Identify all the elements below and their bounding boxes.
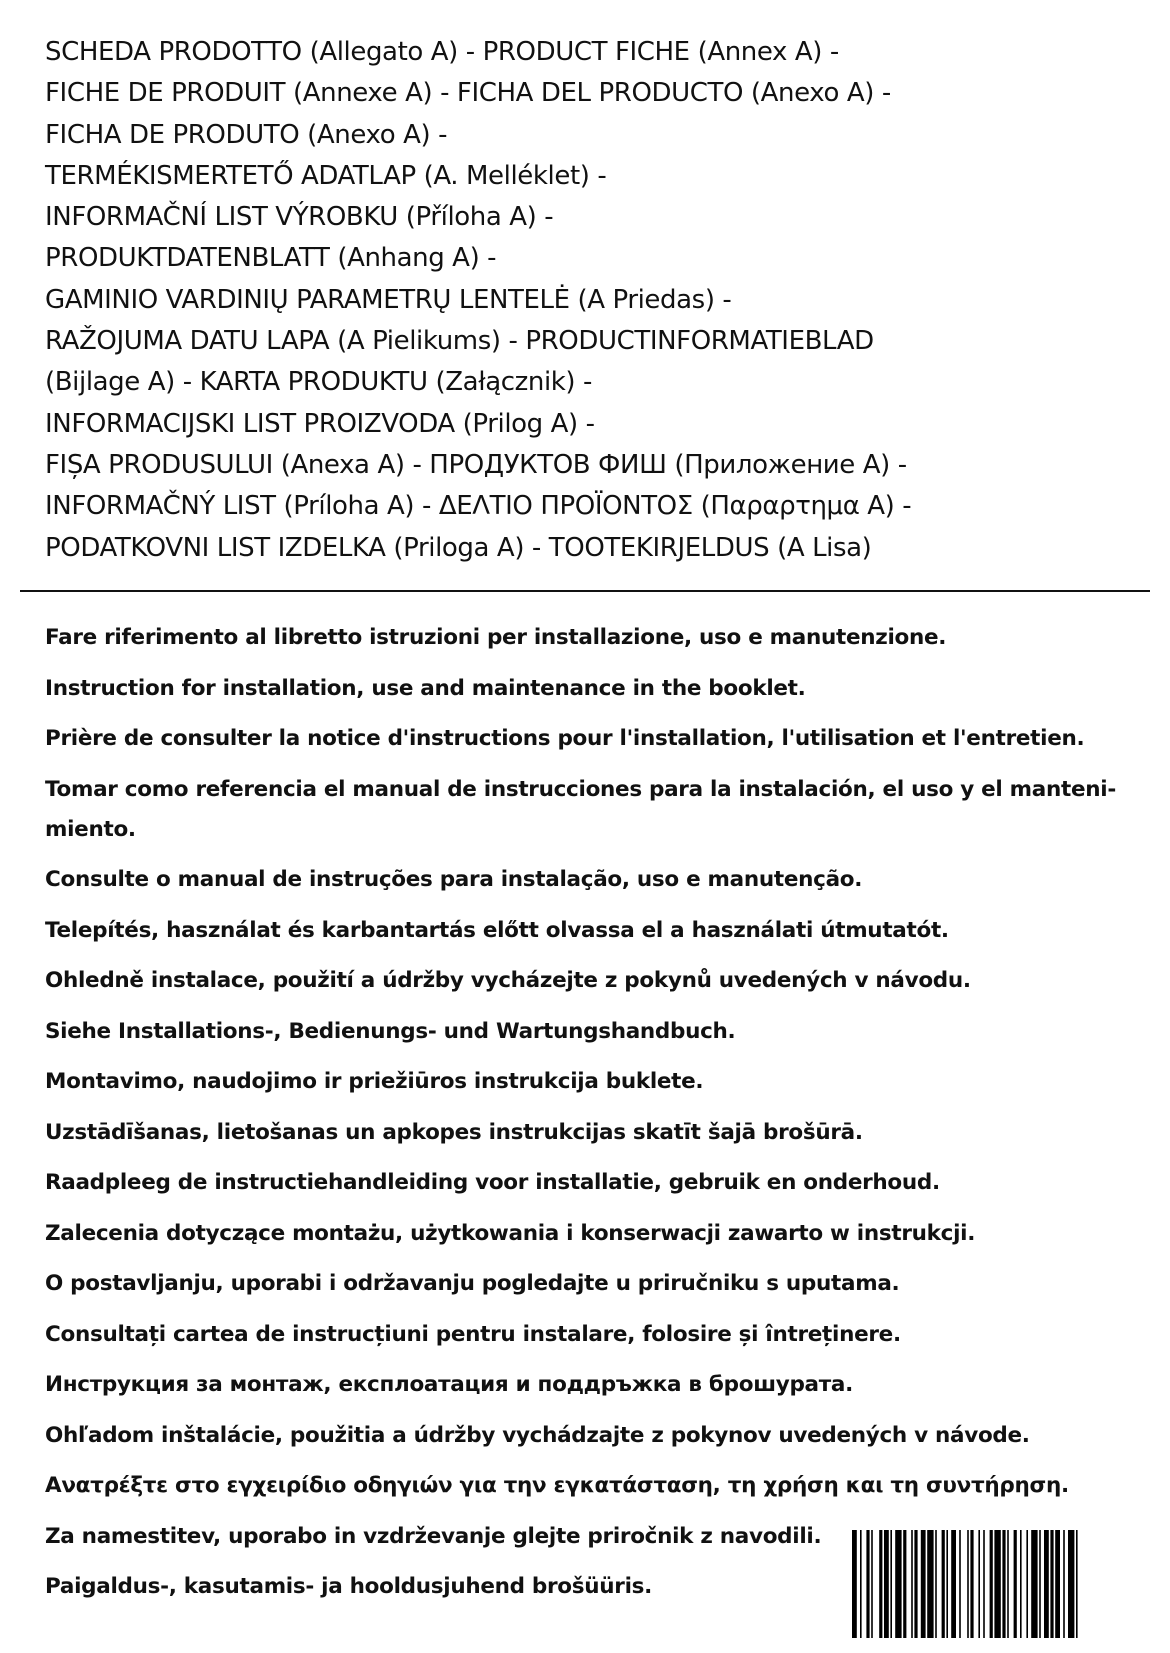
title-line: SCHEDA PRODOTTO (Allegato A) - PRODUCT FICHE (Annex A) - — [45, 37, 839, 67]
title-line: INFORMAČNÝ LIST (Príloha A) - ΔΕΛΤΙΟ ΠΡΟΪΟΝΤΟΣ (Παραρτημα A) - — [45, 491, 912, 522]
instruction-item: Instruction for installation, use and maintenance in the booklet. — [45, 675, 806, 701]
instruction-item: O postavljanju, uporabi i održavanju pogledajte u priručniku s uputama. — [45, 1271, 900, 1296]
instruction-item: Paigaldus-, kasutamis- ja hooldusjuhend brošüüris. — [45, 1574, 652, 1599]
title-line: FICHA DE PRODUTO (Anexo A) - — [45, 119, 448, 150]
instruction-item: Siehe Installations-, Bedienungs- und Wartungshandbuch. — [45, 1018, 736, 1044]
title-line: TERMÉKISMERTETŐ ADATLAP (A. Melléklet) - — [45, 160, 607, 191]
title-line: (Bijlage A) - KARTA PRODUKTU (Załącznik) - — [45, 367, 593, 398]
instruction-item: Инструкция за монтаж, експлоатация и поддръжка в брошурата. — [45, 1372, 853, 1397]
instruction-item: Zalecenia dotyczące montażu, użytkowania i konserwacji zawarto w instrukcji. — [45, 1220, 976, 1246]
title-line: FIȘA PRODUSULUI (Anexa A) - ПРОДУКТОВ ФИШ (Приложение A) - — [45, 449, 907, 480]
title-line: PRODUKTDATENBLATT (Anhang A) - — [45, 243, 497, 274]
instruction-item: Raadpleeg de instructiehandleiding voor installatie, gebruik en onderhoud. — [45, 1170, 940, 1195]
instruction-item: Za namestitev, uporabo in vzdrževanje glejte priročnik z navodili. — [45, 1523, 822, 1549]
instructions-list — [45, 618, 1125, 1618]
instruction-item: Tomar como referencia el manual de instrucciones para la instalación, el uso y el manteni-miento. — [45, 776, 1116, 842]
instruction-item: Ανατρέξτε στο εγχειρίδιο οδηγιών για την εγκατάσταση, τη χρήση και τη συντήρηση. — [45, 1473, 1069, 1498]
instruction-item: Consultați cartea de instrucțiuni pentru instalare, folosire și întreținere. — [45, 1321, 901, 1347]
barcode-icon — [852, 1530, 1136, 1638]
instruction-item: Prière de consulter la notice d'instructions pour l'installation, l'utilisation et l'entretien. — [45, 726, 1085, 751]
title-line: GAMINIO VARDINIŲ PARAMETRŲ LENTELĖ (A Priedas) - — [45, 284, 732, 315]
product-fiche-title-block — [45, 32, 1135, 569]
instruction-item: Uzstādīšanas, lietošanas un apkopes instrukcijas skatīt šajā brošūrā. — [45, 1119, 863, 1145]
section-divider — [20, 590, 1150, 592]
title-line: INFORMAČNÍ LIST VÝROBKU (Příloha A) - — [45, 202, 554, 233]
instruction-item: Ohľadom inštalácie, použitia a údržby vychádzajte z pokynov uvedených v návode. — [45, 1422, 1030, 1448]
title-line: RAŽOJUMA DATU LAPA (A Pielikums) - PRODUCTINFORMATIEBLAD — [45, 326, 874, 357]
title-line: INFORMACIJSKI LIST PROIZVODA (Prilog A) - — [45, 408, 595, 439]
instruction-item: Telepítés, használat és karbantartás előtt olvassa el a használati útmutatót. — [45, 917, 949, 943]
instruction-item: Fare riferimento al libretto istruzioni per installazione, uso e manutenzione. — [45, 625, 947, 650]
title-line: PODATKOVNI LIST IZDELKA (Priloga A) - TOOTEKIRJELDUS (A Lisa) — [45, 532, 872, 563]
instruction-item: Consulte o manual de instruções para instalação, uso e manutenção. — [45, 867, 863, 892]
instruction-item: Ohledně instalace, použití a údržby vycházejte z pokynů uvedených v návodu. — [45, 968, 971, 993]
instruction-item: Montavimo, naudojimo ir priežiūros instrukcija buklete. — [45, 1069, 704, 1094]
title-line: FICHE DE PRODUIT (Annexe A) - FICHA DEL PRODUCTO (Anexo A) - — [45, 78, 891, 109]
